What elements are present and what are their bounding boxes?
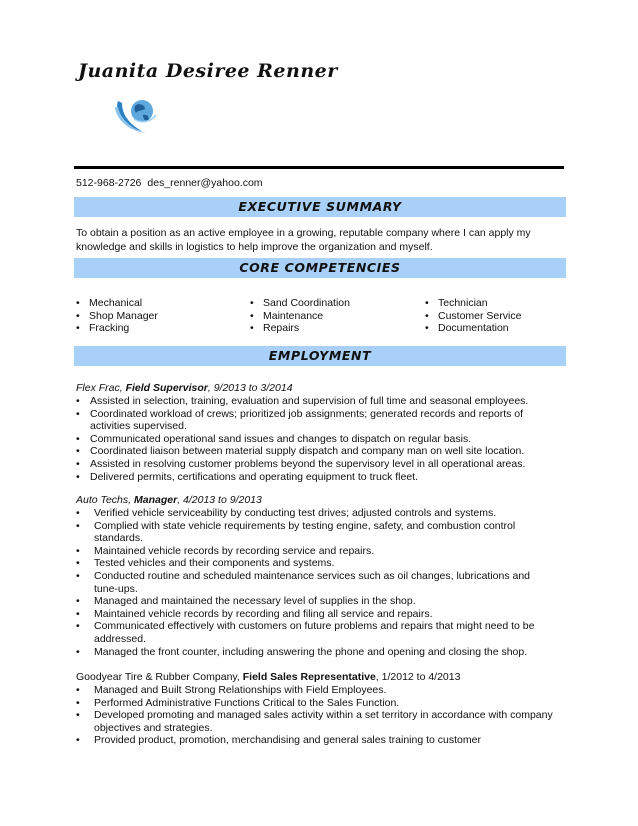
competency-column-1 [76,297,158,335]
competency-item: • Mechanical [76,297,158,310]
competency-item: • Customer Service [425,310,521,323]
job-bullet: • Developed promoting and managed sales activity within a set territory in accordance with company objectives and strategies. [76,709,556,734]
employment-heading [74,346,566,366]
phone-number: 512-968-2726 [76,177,142,189]
executive-summary-heading [74,197,566,217]
job-title: Field Sales Representative [242,671,376,683]
header-divider [74,166,564,169]
job-bullet: • Communicated operational sand issues and changes to dispatch on regular basis. [76,433,556,446]
job-bullet: • Delivered permits, certifications and operating equipment to truck fleet. [76,471,556,484]
section-title: EMPLOYMENT [268,348,372,363]
job-title: Manager [134,494,178,506]
candidate-name: Juanita Desiree Renner [78,60,338,82]
competency-item: • Technician [425,297,521,310]
contact-line [76,177,263,189]
job-bullet: • Managed the front counter, including answering the phone and opening and closing the shop. [76,646,556,659]
globe-swoosh-icon [112,93,162,135]
job-header [76,381,556,395]
job-bullet: • Complied with state vehicle requirements by testing engine, safety, and combustion control standards. [76,520,556,545]
job-dates: , 1/2012 to 4/2013 [375,671,461,683]
job-entry-goodyear [76,670,556,747]
company-name: Auto Techs, [76,494,132,506]
job-bullet: • Maintained vehicle records by recording and filing all service and repairs. [76,608,556,621]
job-entry-flex-frac [76,381,556,483]
company-name: Goodyear Tire & Rubber Company, [76,671,240,683]
job-bullet: • Performed Administrative Functions Critical to the Sales Function. [76,697,556,710]
job-title: Field Supervisor [125,382,208,394]
job-bullet: • Managed and Built Strong Relationships with Field Employees. [76,684,556,697]
competency-item: • Sand Coordination [250,297,350,310]
job-bullet: • Conducted routine and scheduled maintenance services such as oil changes, lubrications and tune-ups. [76,570,556,595]
company-name: Flex Frac, [76,382,123,394]
job-header [76,493,556,507]
competency-item: • Documentation [425,322,521,335]
competency-column-2 [250,297,350,335]
core-competencies-heading [74,258,566,278]
job-bullet: • Assisted in resolving customer problems beyond the supervisory level in all operational areas. [76,458,556,471]
job-bullet: • Tested vehicles and their components and systems. [76,557,556,570]
job-bullet: • Verified vehicle serviceability by conducting test drives; adjusted controls and systems. [76,507,556,520]
job-header [76,670,556,684]
email-address: des_renner@yahoo.com [147,177,263,189]
competency-item: • Maintenance [250,310,350,323]
job-entry-auto-techs [76,493,556,658]
job-bullet: • Provided product, promotion, merchandising and general sales training to customer [76,734,556,747]
job-dates: , 9/2013 to 3/2014 [207,382,293,394]
job-bullet: • Coordinated liaison between material supply dispatch and company man on well site location. [76,445,556,458]
job-bullet: • Maintained vehicle records by recording service and repairs. [76,545,556,558]
job-bullet: • Assisted in selection, training, evaluation and supervision of full time and seasonal employees. [76,395,556,408]
competency-item: • Fracking [76,322,158,335]
section-title: CORE COMPETENCIES [239,260,401,275]
section-title: EXECUTIVE SUMMARY [238,199,402,214]
job-dates: , 4/2013 to 9/2013 [177,494,262,506]
competency-item: • Shop Manager [76,310,158,323]
summary-text: To obtain a position as an active employee in a growing, reputable company where I can apply my knowledge and skills in logistics to help improve the organization and myself. [76,227,531,253]
job-bullet: • Coordinated workload of crews; prioritized job assignments; generated records and reports of activities supervised. [76,408,556,433]
job-bullet: • Managed and maintained the necessary level of supplies in the shop. [76,595,556,608]
job-bullet: • Communicated effectively with customers on future problems and repairs that might need to be addressed. [76,620,556,645]
competency-item: • Repairs [250,322,350,335]
competency-column-3 [425,297,521,335]
